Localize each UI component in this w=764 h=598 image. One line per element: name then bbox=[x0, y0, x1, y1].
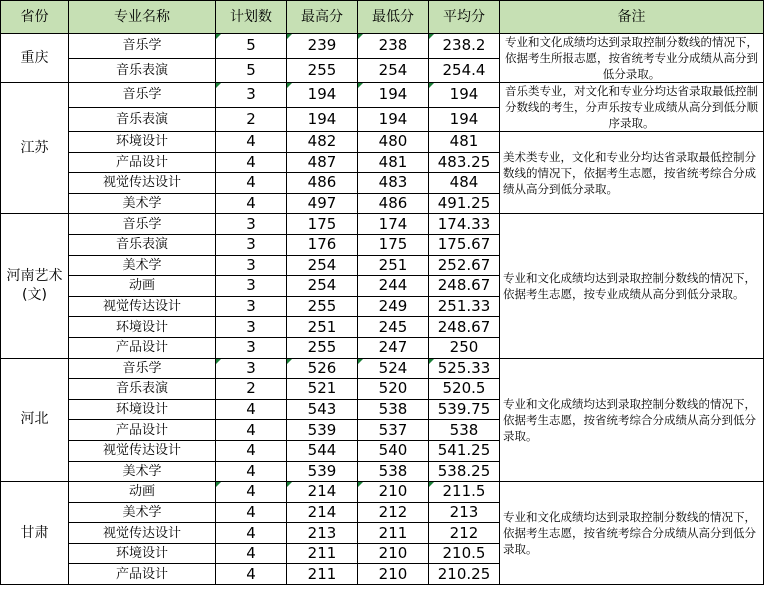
province-label: 江苏 bbox=[20, 139, 49, 156]
major-cell: 音乐学 bbox=[69, 83, 216, 108]
plan-cell: 3 bbox=[216, 317, 287, 338]
min-score-cell: 251 bbox=[358, 255, 429, 276]
plan-cell: 3 bbox=[216, 337, 287, 358]
avg-score-cell: 538 bbox=[429, 420, 500, 441]
major-cell: 产品设计 bbox=[69, 420, 216, 441]
header-province: 省份 bbox=[1, 1, 69, 34]
min-score-cell: 254 bbox=[358, 58, 429, 83]
min-score-cell: 211 bbox=[358, 523, 429, 544]
header-plan: 计划数 bbox=[216, 1, 287, 34]
min-score-cell: 520 bbox=[358, 379, 429, 400]
province-cell bbox=[1, 34, 69, 83]
min-score-cell: 247 bbox=[358, 337, 429, 358]
major-cell: 环境设计 bbox=[69, 317, 216, 338]
plan-cell: 3 bbox=[216, 276, 287, 297]
header-major: 专业名称 bbox=[69, 1, 216, 34]
max-score-cell: 539 bbox=[287, 461, 358, 482]
note-cell: 专业和文化成绩均达到录取控制分数线的情况下，依据考生所报志愿，按省统考专业分成绩从高分到低分录取。 bbox=[500, 34, 764, 83]
max-score-cell: 539 bbox=[287, 420, 358, 441]
avg-score-cell: 248.67 bbox=[429, 317, 500, 338]
major-cell: 音乐学 bbox=[69, 214, 216, 235]
major-cell: 美术学 bbox=[69, 193, 216, 214]
avg-score-cell: 538.25 bbox=[429, 461, 500, 482]
province-label: 重庆 bbox=[20, 49, 49, 66]
header-row bbox=[1, 1, 764, 34]
max-score-cell: 254 bbox=[287, 255, 358, 276]
min-score-cell: 238 bbox=[358, 34, 429, 59]
header-min: 最低分 bbox=[358, 1, 429, 34]
major-cell: 音乐表演 bbox=[69, 107, 216, 132]
major-cell: 美术学 bbox=[69, 461, 216, 482]
min-score-cell: 210 bbox=[358, 482, 429, 503]
max-score-cell: 497 bbox=[287, 193, 358, 214]
plan-cell: 4 bbox=[216, 564, 287, 585]
plan-cell: 4 bbox=[216, 440, 287, 461]
province-cell bbox=[1, 358, 69, 482]
table-row bbox=[1, 34, 764, 59]
plan-cell: 4 bbox=[216, 173, 287, 194]
avg-score-cell: 252.67 bbox=[429, 255, 500, 276]
province-label: 甘肃 bbox=[20, 524, 49, 541]
min-score-cell: 249 bbox=[358, 296, 429, 317]
avg-score-cell: 250 bbox=[429, 337, 500, 358]
major-cell: 产品设计 bbox=[69, 337, 216, 358]
max-score-cell: 543 bbox=[287, 399, 358, 420]
min-score-cell: 175 bbox=[358, 234, 429, 255]
min-score-cell: 194 bbox=[358, 107, 429, 132]
plan-cell: 4 bbox=[216, 523, 287, 544]
major-cell: 环境设计 bbox=[69, 132, 216, 153]
max-score-cell: 254 bbox=[287, 276, 358, 297]
header-max: 最高分 bbox=[287, 1, 358, 34]
min-score-cell: 212 bbox=[358, 502, 429, 523]
min-score-cell: 210 bbox=[358, 543, 429, 564]
max-score-cell: 255 bbox=[287, 296, 358, 317]
major-cell: 视觉传达设计 bbox=[69, 296, 216, 317]
avg-score-cell: 175.67 bbox=[429, 234, 500, 255]
major-cell: 视觉传达设计 bbox=[69, 440, 216, 461]
max-score-cell: 521 bbox=[287, 379, 358, 400]
avg-score-cell: 211.5 bbox=[429, 482, 500, 503]
province-label: 河南艺术(文) bbox=[6, 267, 63, 303]
avg-score-cell: 539.75 bbox=[429, 399, 500, 420]
avg-score-cell: 248.67 bbox=[429, 276, 500, 297]
min-score-cell: 483 bbox=[358, 173, 429, 194]
min-score-cell: 524 bbox=[358, 358, 429, 379]
avg-score-cell: 483.25 bbox=[429, 152, 500, 173]
major-cell: 音乐表演 bbox=[69, 234, 216, 255]
min-score-cell: 537 bbox=[358, 420, 429, 441]
major-cell: 视觉传达设计 bbox=[69, 523, 216, 544]
header-avg: 平均分 bbox=[429, 1, 500, 34]
plan-cell: 4 bbox=[216, 420, 287, 441]
avg-score-cell: 238.2 bbox=[429, 34, 500, 59]
major-cell: 视觉传达设计 bbox=[69, 173, 216, 194]
plan-cell: 4 bbox=[216, 502, 287, 523]
plan-cell: 3 bbox=[216, 296, 287, 317]
plan-cell: 4 bbox=[216, 193, 287, 214]
avg-score-cell: 212 bbox=[429, 523, 500, 544]
min-score-cell: 245 bbox=[358, 317, 429, 338]
avg-score-cell: 210.5 bbox=[429, 543, 500, 564]
max-score-cell: 176 bbox=[287, 234, 358, 255]
max-score-cell: 255 bbox=[287, 337, 358, 358]
min-score-cell: 538 bbox=[358, 461, 429, 482]
avg-score-cell: 481 bbox=[429, 132, 500, 153]
min-score-cell: 244 bbox=[358, 276, 429, 297]
plan-cell: 5 bbox=[216, 58, 287, 83]
plan-cell: 3 bbox=[216, 234, 287, 255]
major-cell: 动画 bbox=[69, 276, 216, 297]
max-score-cell: 213 bbox=[287, 523, 358, 544]
max-score-cell: 214 bbox=[287, 502, 358, 523]
table-body bbox=[1, 34, 764, 585]
plan-cell: 3 bbox=[216, 83, 287, 108]
province-cell bbox=[1, 214, 69, 358]
note-cell: 美术类专业，文化和专业分均达省录取最低控制分数线的情况下，依据考生志愿，按省统考综合分成绩从高分到低分录取。 bbox=[500, 132, 764, 214]
max-score-cell: 239 bbox=[287, 34, 358, 59]
max-score-cell: 251 bbox=[287, 317, 358, 338]
avg-score-cell: 210.25 bbox=[429, 564, 500, 585]
major-cell: 音乐学 bbox=[69, 34, 216, 59]
plan-cell: 3 bbox=[216, 214, 287, 235]
plan-cell: 3 bbox=[216, 255, 287, 276]
plan-cell: 4 bbox=[216, 482, 287, 503]
plan-cell: 2 bbox=[216, 107, 287, 132]
major-cell: 音乐表演 bbox=[69, 379, 216, 400]
major-cell: 美术学 bbox=[69, 255, 216, 276]
table-row bbox=[1, 214, 764, 235]
major-cell: 环境设计 bbox=[69, 399, 216, 420]
major-cell: 产品设计 bbox=[69, 564, 216, 585]
max-score-cell: 214 bbox=[287, 482, 358, 503]
avg-score-cell: 491.25 bbox=[429, 193, 500, 214]
province-cell bbox=[1, 83, 69, 214]
min-score-cell: 540 bbox=[358, 440, 429, 461]
max-score-cell: 544 bbox=[287, 440, 358, 461]
header-note: 备注 bbox=[500, 1, 764, 34]
min-score-cell: 481 bbox=[358, 152, 429, 173]
avg-score-cell: 525.33 bbox=[429, 358, 500, 379]
max-score-cell: 482 bbox=[287, 132, 358, 153]
avg-score-cell: 254.4 bbox=[429, 58, 500, 83]
max-score-cell: 194 bbox=[287, 83, 358, 108]
major-cell: 环境设计 bbox=[69, 543, 216, 564]
min-score-cell: 538 bbox=[358, 399, 429, 420]
min-score-cell: 480 bbox=[358, 132, 429, 153]
province-label: 河北 bbox=[20, 411, 49, 428]
plan-cell: 3 bbox=[216, 358, 287, 379]
plan-cell: 2 bbox=[216, 379, 287, 400]
plan-cell: 5 bbox=[216, 34, 287, 59]
avg-score-cell: 194 bbox=[429, 107, 500, 132]
max-score-cell: 211 bbox=[287, 564, 358, 585]
avg-score-cell: 520.5 bbox=[429, 379, 500, 400]
max-score-cell: 487 bbox=[287, 152, 358, 173]
avg-score-cell: 174.33 bbox=[429, 214, 500, 235]
note-cell: 专业和文化成绩均达到录取控制分数线的情况下，依据考生志愿，按专业成绩从高分到低分录取。 bbox=[500, 214, 764, 358]
plan-cell: 4 bbox=[216, 461, 287, 482]
table-row bbox=[1, 132, 764, 153]
table-row bbox=[1, 83, 764, 108]
max-score-cell: 526 bbox=[287, 358, 358, 379]
max-score-cell: 211 bbox=[287, 543, 358, 564]
plan-cell: 4 bbox=[216, 399, 287, 420]
min-score-cell: 210 bbox=[358, 564, 429, 585]
major-cell: 音乐学 bbox=[69, 358, 216, 379]
plan-cell: 4 bbox=[216, 543, 287, 564]
max-score-cell: 194 bbox=[287, 107, 358, 132]
major-cell: 音乐表演 bbox=[69, 58, 216, 83]
province-cell bbox=[1, 482, 69, 585]
min-score-cell: 174 bbox=[358, 214, 429, 235]
plan-cell: 4 bbox=[216, 132, 287, 153]
plan-cell: 4 bbox=[216, 152, 287, 173]
avg-score-cell: 194 bbox=[429, 83, 500, 108]
avg-score-cell: 251.33 bbox=[429, 296, 500, 317]
major-cell: 美术学 bbox=[69, 502, 216, 523]
table-row bbox=[1, 482, 764, 503]
major-cell: 产品设计 bbox=[69, 152, 216, 173]
table-row bbox=[1, 358, 764, 379]
max-score-cell: 486 bbox=[287, 173, 358, 194]
max-score-cell: 175 bbox=[287, 214, 358, 235]
avg-score-cell: 213 bbox=[429, 502, 500, 523]
note-cell: 专业和文化成绩均达到录取控制分数线的情况下，依据考生志愿，按省统考综合分成绩从高分到低分录取。 bbox=[500, 358, 764, 482]
max-score-cell: 255 bbox=[287, 58, 358, 83]
avg-score-cell: 541.25 bbox=[429, 440, 500, 461]
major-cell: 动画 bbox=[69, 482, 216, 503]
note-cell: 音乐类专业，对文化和专业分均达省录取最低控制分数线的考生，分声乐按专业成绩从高分到低分顺序录取。 bbox=[500, 83, 764, 132]
note-cell: 专业和文化成绩均达到录取控制分数线的情况下，依据考生志愿，按省统考综合分成绩从高分到低分录取。 bbox=[500, 482, 764, 585]
avg-score-cell: 484 bbox=[429, 173, 500, 194]
min-score-cell: 486 bbox=[358, 193, 429, 214]
min-score-cell: 194 bbox=[358, 83, 429, 108]
